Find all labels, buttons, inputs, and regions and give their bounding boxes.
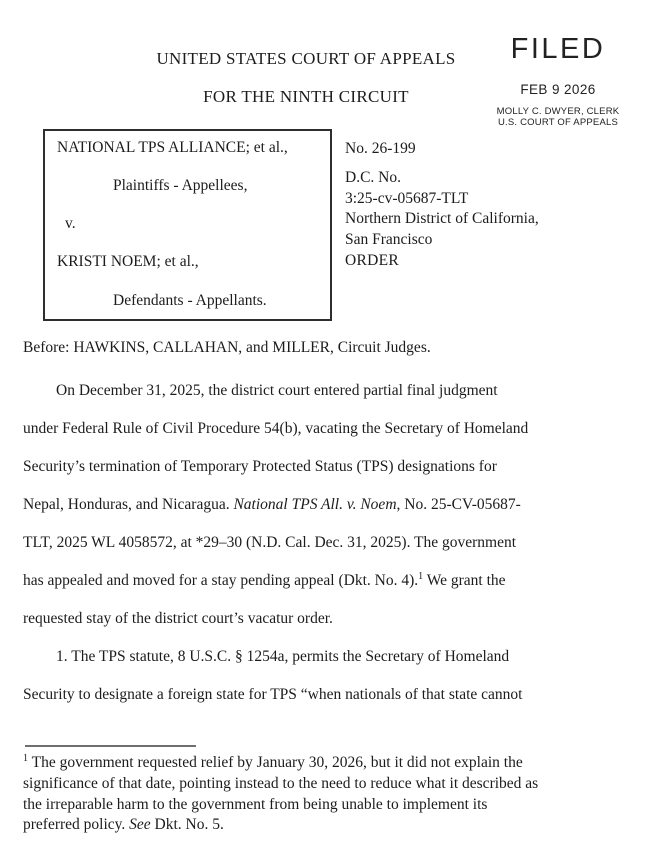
body-text: Nepal, Honduras, and Nicaragua. bbox=[23, 496, 234, 513]
body-text: We grant the bbox=[423, 572, 506, 589]
body-paragraph-1 bbox=[23, 372, 637, 638]
case-citation-italic: National TPS All. v. Noem bbox=[233, 496, 397, 513]
footnote-text: The government requested relief by January 30, 2026, but it did not explain the bbox=[28, 754, 523, 771]
judges-panel-line: Before: HAWKINS, CALLAHAN, and MILLER, Circuit Judges. bbox=[23, 339, 431, 356]
footnote-text: preferred policy. bbox=[23, 816, 130, 834]
body-text: has appealed and moved for a stay pending appeal (Dkt. No. 4). bbox=[23, 572, 419, 589]
footnote-separator-rule bbox=[25, 745, 196, 747]
defendant-name: KRISTI NOEM; et al., bbox=[57, 253, 199, 270]
footnote-line bbox=[23, 815, 623, 836]
body-line: under Federal Rule of Civil Procedure 54(b), vacating the Secretary of Homeland bbox=[23, 420, 529, 437]
dc-number: 3:25-cv-05687-TLT bbox=[345, 189, 469, 207]
body-text: , No. 25-CV-05687- bbox=[396, 496, 521, 513]
dc-number-label: D.C. No. bbox=[345, 169, 401, 186]
body-line bbox=[23, 562, 637, 600]
body-line: On December 31, 2025, the district court entered partial final judgment bbox=[56, 382, 498, 399]
filed-label: FILED bbox=[510, 33, 606, 65]
circuit-name: FOR THE NINTH CIRCUIT bbox=[203, 87, 409, 106]
body-line: Security to designate a foreign state for TPS “when nationals of that state cannot bbox=[23, 686, 523, 703]
district-court-info bbox=[345, 168, 539, 250]
defendant-role: Defendants - Appellants. bbox=[113, 292, 267, 309]
see-signal-italic: See bbox=[129, 816, 151, 834]
footnote-marker: 1 bbox=[23, 753, 28, 764]
case-caption-box bbox=[43, 129, 332, 321]
body-line: requested stay of the district court’s vacatur order. bbox=[23, 610, 333, 627]
body-line: TLT, 2025 WL 4058572, at *29–30 (N.D. Cal. Dec. 31, 2025). The government bbox=[23, 534, 517, 551]
district-city: San Francisco bbox=[345, 230, 433, 248]
clerk-office: U.S. COURT OF APPEALS bbox=[498, 117, 618, 128]
district-name: Northern District of California, bbox=[345, 210, 539, 227]
body-line: Security’s termination of Temporary Protected Status (TPS) designations for bbox=[23, 458, 497, 475]
footnote-line bbox=[23, 753, 623, 774]
document-type-label: ORDER bbox=[345, 252, 400, 269]
footnote-line: the irreparable harm to the government from being unable to implement its bbox=[23, 795, 488, 813]
plaintiff-name: NATIONAL TPS ALLIANCE; et al., bbox=[57, 139, 288, 156]
body-line bbox=[23, 486, 637, 524]
court-name: UNITED STATES COURT OF APPEALS bbox=[156, 49, 456, 68]
appellate-case-number: No. 26-199 bbox=[345, 140, 416, 157]
footnote-text: Dkt. No. 5. bbox=[150, 816, 224, 834]
filed-date: FEB 9 2026 bbox=[520, 82, 596, 97]
footnote-reference: 1 bbox=[418, 571, 424, 582]
footnote-line: significance of that date, pointing instead to the need to reduce what it described as bbox=[23, 774, 539, 792]
clerk-name: MOLLY C. DWYER, CLERK bbox=[496, 106, 620, 117]
body-paragraph-2 bbox=[23, 638, 637, 714]
versus-label: v. bbox=[65, 215, 76, 232]
footnote-block bbox=[23, 753, 623, 836]
plaintiff-role: Plaintiffs - Appellees, bbox=[113, 177, 248, 194]
body-line: 1. The TPS statute, 8 U.S.C. § 1254a, permits the Secretary of Homeland bbox=[56, 648, 510, 665]
